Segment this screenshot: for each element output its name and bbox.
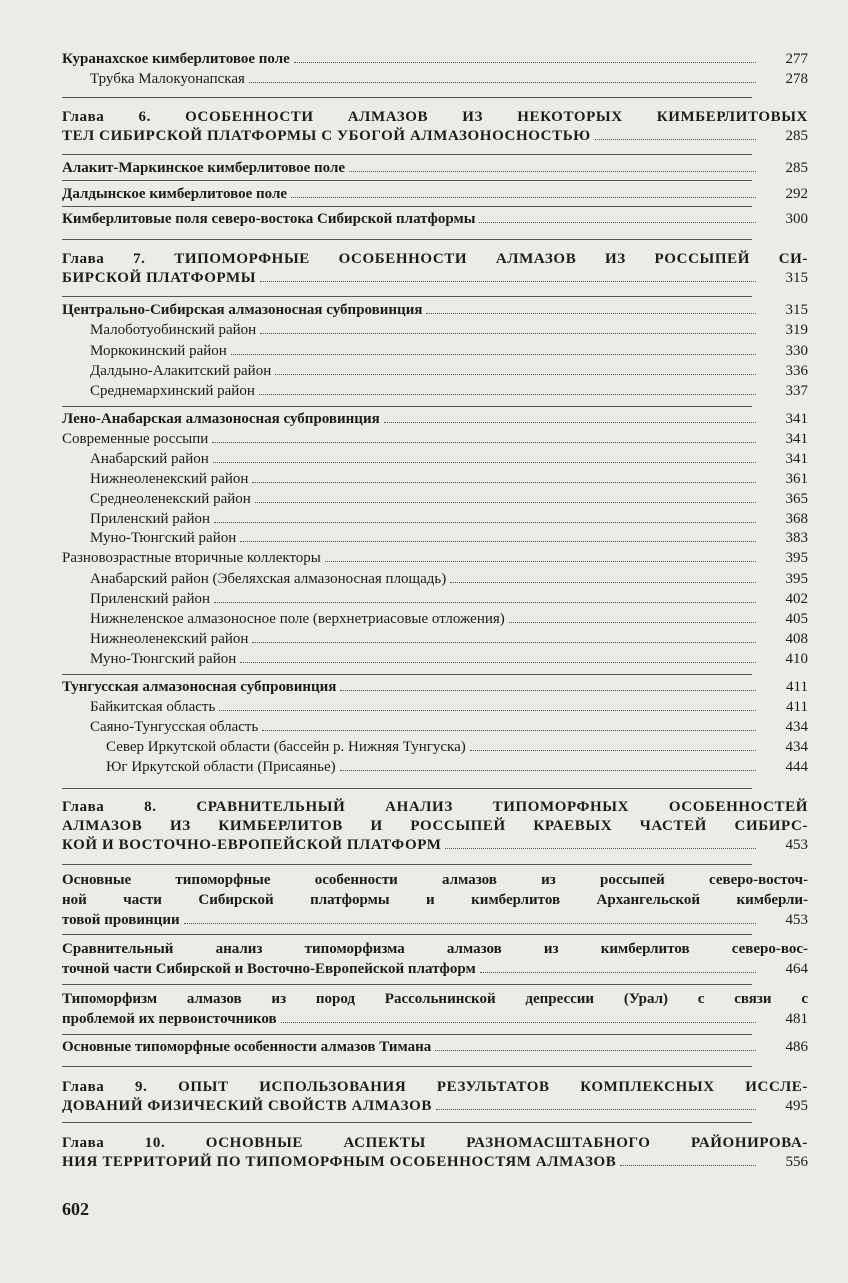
toc-entry[interactable] xyxy=(62,431,808,448)
toc-entry-page: 556 xyxy=(785,1154,808,1170)
section-divider xyxy=(62,1122,752,1123)
chapter-heading[interactable] xyxy=(62,250,808,288)
leader-dots xyxy=(470,750,756,751)
section-divider xyxy=(62,206,752,207)
toc-entry-page: 495 xyxy=(785,1098,808,1114)
toc-entry-page: 278 xyxy=(785,71,808,87)
toc-entry-title: Разновозрастные вторичные коллекторы xyxy=(62,550,321,566)
toc-entry-page: 315 xyxy=(785,302,808,318)
leader-dots xyxy=(252,482,756,483)
toc-entry-title: Нижнеленское алмазоносное поле (верхнетриасовые отложения) xyxy=(90,611,505,627)
leader-dots xyxy=(240,662,756,663)
toc-entry-page: 277 xyxy=(785,51,808,67)
toc-entry-title: Малоботуобинский район xyxy=(90,322,257,338)
toc-entry-title: Юг Иркутской области (Присаянье) xyxy=(106,759,336,775)
toc-entry[interactable] xyxy=(62,186,808,203)
leader-dots xyxy=(249,82,756,83)
leader-dots xyxy=(349,171,756,172)
toc-entry[interactable] xyxy=(62,302,808,319)
section-divider xyxy=(62,239,752,240)
leader-dots xyxy=(509,622,756,623)
toc-entry-title: Анабарский район (Эбеляхская алмазоносная площадь) xyxy=(90,571,447,587)
toc-entry[interactable] xyxy=(62,550,808,567)
toc-entry-page: 341 xyxy=(785,411,808,427)
toc-entry-page: 395 xyxy=(785,571,808,587)
toc-entry[interactable] xyxy=(62,471,808,488)
toc-entry[interactable] xyxy=(62,211,808,228)
heading-last-line xyxy=(62,127,808,146)
toc-entry[interactable] xyxy=(62,160,808,177)
toc-entry-page: 486 xyxy=(785,1039,808,1055)
entry-line: точной части Сибирской и Восточно-Европейской платформ xyxy=(62,961,476,977)
heading-line: НИЯ ТЕРРИТОРИЙ ПО ТИПОМОРФНЫМ ОСОБЕННОСТЯМ АЛМАЗОВ xyxy=(62,1154,617,1170)
entry-line: товой провинции xyxy=(62,912,180,928)
heading-line: Глава 6. ОСОБЕННОСТИ АЛМАЗОВ ИЗ НЕКОТОРЫХ КИМБЕРЛИТОВЫХ xyxy=(62,109,808,125)
leader-dots xyxy=(212,442,756,443)
toc-entry-title: Байкитская область xyxy=(90,699,216,715)
leader-dots xyxy=(214,602,756,603)
heading-line: КОЙ И ВОСТОЧНО-ЕВРОПЕЙСКОЙ ПЛАТФОРМ xyxy=(62,837,442,853)
toc-entry[interactable] xyxy=(62,363,808,380)
toc-entry-title: Далдыно-Алакитский район xyxy=(90,363,272,379)
toc-entry-title: Основные типоморфные особенности алмазов Тимана xyxy=(62,1039,432,1055)
toc-entry-page: 411 xyxy=(786,699,808,715)
toc-entry-page: 434 xyxy=(785,719,808,735)
toc-entry[interactable] xyxy=(62,51,808,68)
section-divider xyxy=(62,154,752,155)
toc-entry-page: 453 xyxy=(785,912,808,928)
leader-dots xyxy=(260,333,756,334)
toc-entry[interactable] xyxy=(62,611,808,628)
toc-entry-page: 285 xyxy=(785,160,808,176)
toc-entry[interactable] xyxy=(62,870,808,930)
entry-line: Типоморфизм алмазов из пород Рассольнинской депрессии (Урал) с связи с xyxy=(62,991,808,1007)
toc-entry[interactable] xyxy=(62,759,808,776)
toc-entry[interactable] xyxy=(62,383,808,400)
leader-dots xyxy=(445,848,756,849)
toc-entry[interactable] xyxy=(62,989,808,1029)
heading-last-line xyxy=(62,1153,808,1172)
toc-entry-page: 444 xyxy=(785,759,808,775)
toc-entry-page: 361 xyxy=(785,471,808,487)
toc-entry-page: 411 xyxy=(786,679,808,695)
toc-entry-title: Муно-Тюнгский район xyxy=(90,651,237,667)
heading-line: Глава 10. ОСНОВНЫЕ АСПЕКТЫ РАЗНОМАСШТАБНОГО РАЙОНИРОВА- xyxy=(62,1135,808,1151)
leader-dots xyxy=(260,281,756,282)
toc-entry-page: 408 xyxy=(785,631,808,647)
heading-line: Глава 9. ОПЫТ ИСПОЛЬЗОВАНИЯ РЕЗУЛЬТАТОВ КОМПЛЕКСНЫХ ИССЛЕ- xyxy=(62,1079,808,1095)
entry-line: Основные типоморфные особенности алмазов из россыпей северо-восточ- xyxy=(62,872,808,888)
toc-entry-page: 368 xyxy=(785,511,808,527)
toc-entry[interactable] xyxy=(62,322,808,339)
leader-dots xyxy=(259,394,756,395)
section-divider xyxy=(62,984,752,985)
toc-entry-page: 341 xyxy=(785,451,808,467)
leader-dots xyxy=(620,1165,756,1166)
toc-entry-page: 341 xyxy=(785,431,808,447)
toc-entry[interactable] xyxy=(62,411,808,428)
toc-entry-page: 315 xyxy=(785,270,808,286)
leader-dots xyxy=(281,1022,756,1023)
page-number: 602 xyxy=(62,1199,89,1219)
toc-entry-title: Приленский район xyxy=(90,511,210,527)
section-divider xyxy=(62,674,752,675)
leader-dots xyxy=(231,354,756,355)
toc-entry-title: Лено-Анабарская алмазоносная субпровинция xyxy=(62,411,380,427)
entry-line: проблемой их первоисточников xyxy=(62,1011,277,1027)
leader-dots xyxy=(213,462,756,463)
section-divider xyxy=(62,97,752,98)
toc-entry-title: Муно-Тюнгский район xyxy=(90,530,237,546)
leader-dots xyxy=(214,522,756,523)
toc-entry[interactable] xyxy=(62,651,808,668)
heading-line: ДОВАНИЙ ФИЗИЧЕСКИЙ СВОЙСТВ АЛМАЗОВ xyxy=(62,1098,432,1114)
section-divider xyxy=(62,180,752,181)
leader-dots xyxy=(184,923,756,924)
entry-line: ной части Сибирской платформы и кимберлитов Архангельской кимберли- xyxy=(62,892,808,908)
section-divider xyxy=(62,788,752,789)
leader-dots xyxy=(384,422,756,423)
section-divider xyxy=(62,1066,752,1067)
heading-line: Глава 8. СРАВНИТЕЛЬНЫЙ АНАЛИЗ ТИПОМОРФНЫХ ОСОБЕННОСТЕЙ xyxy=(62,799,808,815)
heading-last-line xyxy=(62,836,808,855)
heading-line: Глава 7. ТИПОМОРФНЫЕ ОСОБЕННОСТИ АЛМАЗОВ ИЗ РОССЫПЕЙ СИ- xyxy=(62,251,808,267)
leader-dots xyxy=(595,139,756,140)
toc-entry-title: Приленский район xyxy=(90,591,210,607)
toc-entry[interactable] xyxy=(62,679,808,696)
toc-entry-title: Далдынское кимберлитовое поле xyxy=(62,186,288,202)
toc-entry-title: Куранахское кимберлитовое поле xyxy=(62,51,290,67)
section-divider xyxy=(62,296,752,297)
entry-last-line xyxy=(62,1009,808,1029)
heading-line: АЛМАЗОВ ИЗ КИМБЕРЛИТОВ И РОССЫПЕЙ КРАЕВЫХ ЧАСТЕЙ СИБИРС- xyxy=(62,818,808,834)
toc-entry[interactable] xyxy=(62,530,808,547)
toc-entry-page: 365 xyxy=(785,491,808,507)
toc-entry-page: 453 xyxy=(785,837,808,853)
toc-entry-page: 336 xyxy=(785,363,808,379)
leader-dots xyxy=(325,561,756,562)
toc-entry-page: 330 xyxy=(785,343,808,359)
toc-entry-title: Север Иркутской области (бассейн р. Нижняя Тунгуска) xyxy=(106,739,466,755)
toc-entry-title: Трубка Малокуонапская xyxy=(90,71,245,87)
toc-entry-page: 410 xyxy=(785,651,808,667)
leader-dots xyxy=(435,1050,756,1051)
toc-entry-title: Кимберлитовые поля северо-востока Сибирской платформы xyxy=(62,211,476,227)
leader-dots xyxy=(291,197,756,198)
toc-entry-title: Современные россыпи xyxy=(62,431,209,447)
toc-entry-page: 402 xyxy=(785,591,808,607)
toc-entry[interactable] xyxy=(62,571,808,588)
toc-entry-title: Среднеоленекский район xyxy=(90,491,251,507)
toc-entry-page: 337 xyxy=(785,383,808,399)
toc-entry-page: 395 xyxy=(785,550,808,566)
toc-entry-title: Нижнеоленекский район xyxy=(90,631,249,647)
toc-entry[interactable] xyxy=(62,939,808,979)
toc-entry[interactable] xyxy=(62,1039,808,1056)
toc-entry-title: Саяно-Тунгусская область xyxy=(90,719,259,735)
toc-entry[interactable] xyxy=(62,591,808,608)
toc-entry[interactable] xyxy=(62,631,808,648)
leader-dots xyxy=(480,972,756,973)
chapter-heading[interactable] xyxy=(62,1134,808,1172)
toc-entry-title: Анабарский район xyxy=(90,451,209,467)
heading-line: ТЕЛ СИБИРСКОЙ ПЛАТФОРМЫ С УБОГОЙ АЛМАЗОНОСНОСТЬЮ xyxy=(62,128,591,144)
toc-entry-title: Тунгусская алмазоносная субпровинция xyxy=(62,679,337,695)
leader-dots xyxy=(426,313,756,314)
toc-entry-page: 319 xyxy=(785,322,808,338)
toc-entry-page: 300 xyxy=(785,211,808,227)
toc-entry-page: 405 xyxy=(785,611,808,627)
leader-dots xyxy=(479,222,756,223)
toc-entry-title: Центрально-Сибирская алмазоносная субпровинция xyxy=(62,302,423,318)
toc-entry-page: 434 xyxy=(785,739,808,755)
leader-dots xyxy=(262,730,756,731)
section-divider xyxy=(62,406,752,407)
toc-entry-page: 464 xyxy=(785,961,808,977)
leader-dots xyxy=(255,502,756,503)
entry-last-line xyxy=(62,910,808,930)
toc-entry-page: 481 xyxy=(785,1011,808,1027)
entry-last-line xyxy=(62,959,808,979)
leader-dots xyxy=(252,642,756,643)
leader-dots xyxy=(436,1109,756,1110)
toc-entry[interactable] xyxy=(62,699,808,716)
toc-entry[interactable] xyxy=(62,511,808,528)
leader-dots xyxy=(219,710,756,711)
chapter-heading[interactable] xyxy=(62,798,808,855)
toc-entry-title: Моркокинский район xyxy=(90,343,227,359)
heading-last-line xyxy=(62,269,808,288)
toc-entry-page: 383 xyxy=(785,530,808,546)
toc-entry[interactable] xyxy=(62,451,808,468)
heading-last-line xyxy=(62,1097,808,1116)
section-divider xyxy=(62,864,752,865)
entry-line: Сравнительный анализ типоморфизма алмазов из кимберлитов северо-вос- xyxy=(62,941,808,957)
leader-dots xyxy=(340,690,756,691)
toc-entry[interactable] xyxy=(62,491,808,508)
toc-entry-title: Алакит-Маркинское кимберлитовое поле xyxy=(62,160,346,176)
leader-dots xyxy=(340,770,756,771)
toc-entry-page: 285 xyxy=(785,128,808,144)
heading-line: БИРСКОЙ ПЛАТФОРМЫ xyxy=(62,270,257,286)
toc-entry[interactable] xyxy=(62,343,808,360)
chapter-heading[interactable] xyxy=(62,1078,808,1116)
toc-entry-title: Среднемархинский район xyxy=(90,383,255,399)
section-divider xyxy=(62,934,752,935)
toc-entry[interactable] xyxy=(62,739,808,756)
toc-entry[interactable] xyxy=(62,719,808,736)
section-divider xyxy=(62,1034,752,1035)
leader-dots xyxy=(450,582,756,583)
chapter-heading[interactable] xyxy=(62,108,808,146)
leader-dots xyxy=(240,541,756,542)
toc-entry-title: Нижнеоленекский район xyxy=(90,471,249,487)
leader-dots xyxy=(275,374,756,375)
toc-entry-page: 292 xyxy=(785,186,808,202)
toc-entry[interactable] xyxy=(62,71,808,88)
leader-dots xyxy=(294,62,756,63)
